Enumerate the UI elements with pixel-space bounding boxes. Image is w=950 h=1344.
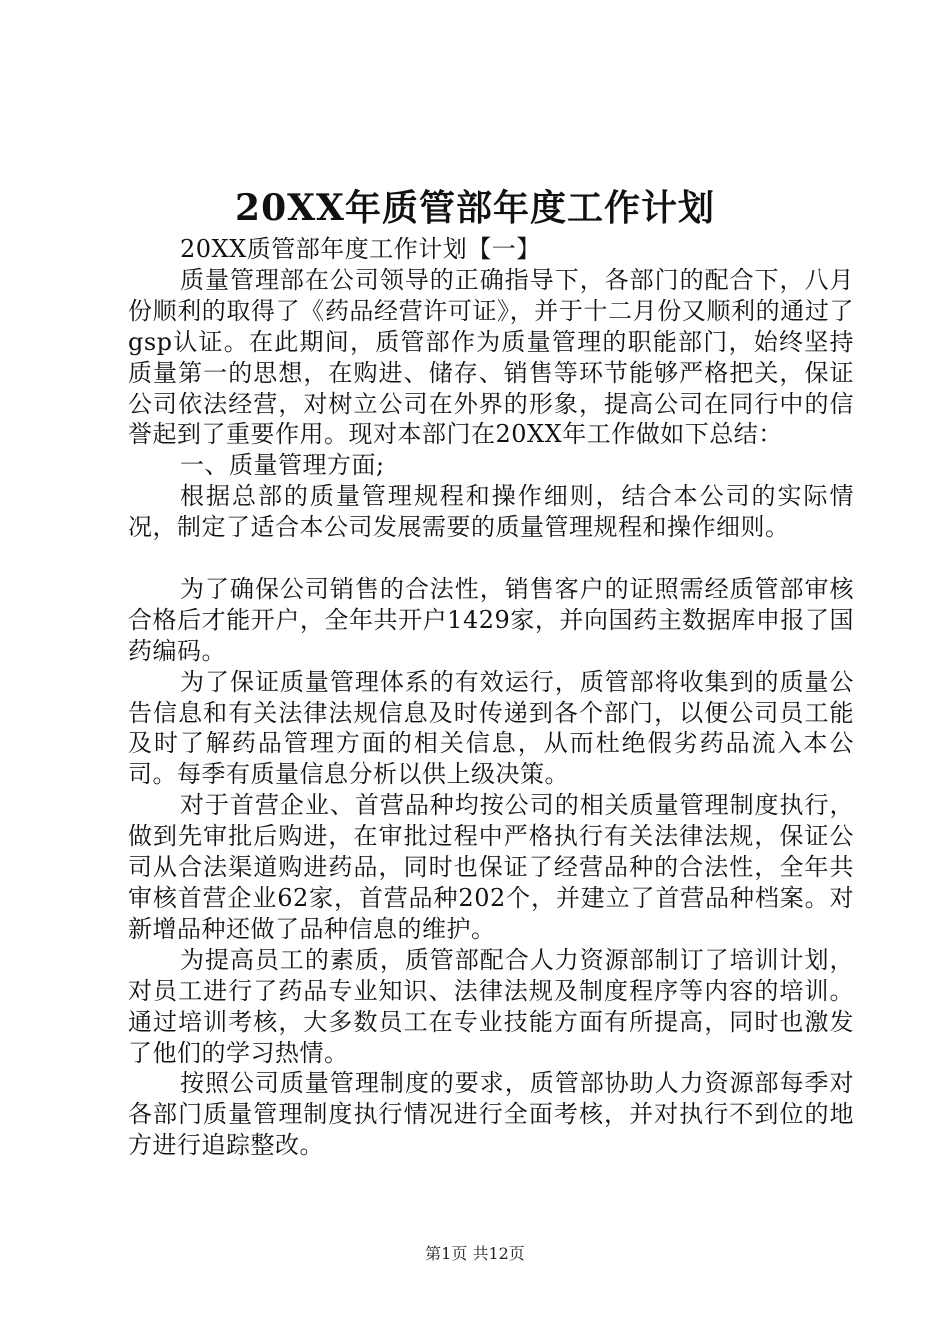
- document-body: [128, 234, 854, 1161]
- paragraph-regulations: 根据总部的质量管理规程和操作细则，结合本公司的实际情况，制定了适合本公司发展需要的质量管理规程和操作细则。: [128, 482, 854, 542]
- subsection-heading: 一、质量管理方面;: [180, 451, 385, 480]
- paragraph-first-suppliers: 对于首营企业、首营品种均按公司的相关质量管理制度执行，做到先审批后购进，在审批过程中严格执行有关法律法规，保证公司从合法渠道购进药品，同时也保证了经营品种的合法性，全年共审核首营企业62家，首营品种202个，并建立了首营品种档案。对新增品种还做了品种信息的维护。: [128, 791, 854, 943]
- paragraph-assessment: 按照公司质量管理制度的要求，质管部协助人力资源部每季对各部门质量管理制度执行情况进行全面考核，并对执行不到位的地方进行追踪整改。: [128, 1069, 854, 1160]
- paragraph-quality-info: 为了保证质量管理体系的有效运行，质管部将收集到的质量公告信息和有关法律法规信息及时传递到各个部门，以便公司员工能及时了解药品管理方面的相关信息，从而杜绝假劣药品流入本公司。每季有质量信息分析以供上级决策。: [128, 667, 854, 789]
- page-number-footer: 第1页 共12页: [425, 1244, 525, 1263]
- paragraph-training: 为提高员工的素质，质管部配合人力资源部制订了培训计划，对员工进行了药品专业知识、法律法规及制度程序等内容的培训。通过培训考核，大多数员工在专业技能方面有所提高，同时也激发了他们的学习热情。: [128, 945, 854, 1067]
- paragraph-intro: 质量管理部在公司领导的正确指导下，各部门的配合下，八月份顺利的取得了《药品经营许可证》，并于十二月份又顺利的通过了gsp认证。在此期间，质管部作为质量管理的职能部门，始终坚持质量第一的思想，在购进、储存、销售等环节能够严格把关，保证公司依法经营，对树立公司在外界的形象，提高公司在同行中的信誉起到了重要作用。现对本部门在20XX年工作做如下总结：: [128, 265, 854, 449]
- document-title: 20XX年质管部年度工作计划: [235, 187, 715, 229]
- section-heading: 20XX质管部年度工作计划【一】: [180, 235, 541, 263]
- paragraph-customer-accounts: 为了确保公司销售的合法性，销售客户的证照需经质管部审核合格后才能开户，全年共开户1429家，并向国药主数据库申报了国药编码。: [128, 574, 854, 665]
